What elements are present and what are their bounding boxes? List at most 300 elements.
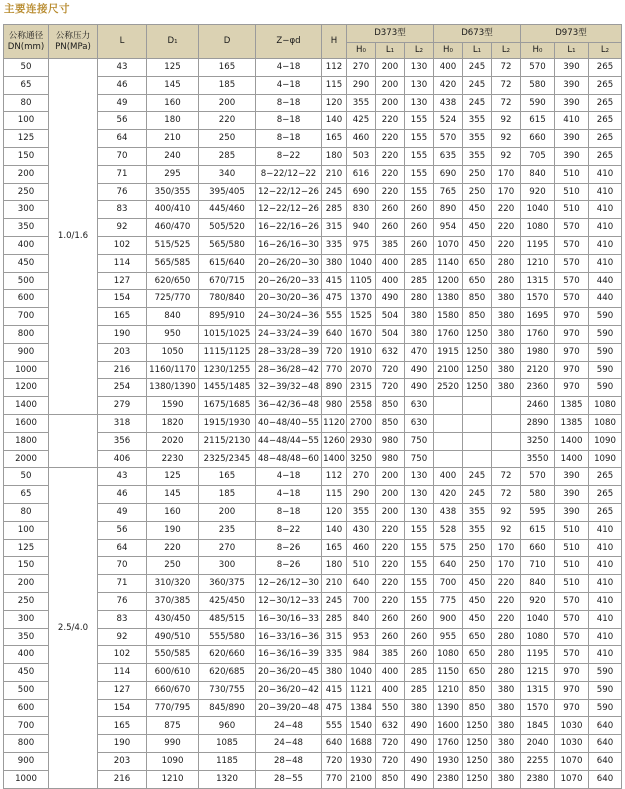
table-cell: 250 [463, 165, 492, 183]
table-cell: 380 [492, 308, 521, 326]
cell-dn: 800 [4, 735, 49, 753]
table-cell: 380 [322, 664, 347, 682]
table-cell: 250 [463, 539, 492, 557]
table-cell: 1040 [521, 201, 555, 219]
table-cell: 410 [555, 112, 589, 130]
table-cell: 380 [492, 753, 521, 771]
table-cell: 180 [147, 112, 199, 130]
cell-dn: 200 [4, 165, 49, 183]
header-d673-l2: L₂ [492, 43, 521, 59]
header-dn-cn: 公称通径 [8, 30, 44, 41]
table-cell: 840 [347, 610, 376, 628]
table-cell: 1320 [199, 770, 256, 788]
table-cell: 127 [98, 681, 147, 699]
table-cell: 2120 [521, 361, 555, 379]
table-cell: 355 [347, 503, 376, 521]
table-cell: 170 [492, 183, 521, 201]
table-cell: 1050 [147, 343, 199, 361]
table-cell [463, 450, 492, 468]
table-cell: 640 [347, 575, 376, 593]
cell-dn: 900 [4, 343, 49, 361]
cell-dn: 600 [4, 290, 49, 308]
table-cell: 120 [322, 94, 347, 112]
table-cell: 380 [405, 308, 434, 326]
table-cell: 980 [376, 450, 405, 468]
table-cell: 765 [434, 183, 463, 201]
table-cell [492, 450, 521, 468]
table-cell: 410 [589, 575, 622, 593]
table-cell: 650 [463, 254, 492, 272]
table-cell: 555/580 [199, 628, 256, 646]
table-cell: 2700 [347, 414, 376, 432]
table-cell: 170 [492, 557, 521, 575]
header-dn [4, 25, 49, 59]
table-cell: 220 [199, 112, 256, 130]
table-cell: 220 [492, 236, 521, 254]
table-cell: 112 [322, 468, 347, 486]
table-cell: 890 [322, 379, 347, 397]
table-cell: 190 [98, 325, 147, 343]
table-cell: 780/840 [199, 290, 256, 308]
cell-dn: 125 [4, 539, 49, 557]
table-cell: 1195 [521, 646, 555, 664]
table-cell: 1080 [521, 628, 555, 646]
table-cell: 2930 [347, 432, 376, 450]
table-cell: 970 [555, 308, 589, 326]
table-cell: 1400 [322, 450, 347, 468]
table-cell: 720 [376, 379, 405, 397]
table-cell: 12−30/12−33 [256, 592, 322, 610]
table-cell: 410 [589, 646, 622, 664]
table-cell: 510 [555, 575, 589, 593]
table-cell: 245 [463, 59, 492, 77]
table-cell: 12−22/12−26 [256, 201, 322, 219]
table-cell: 1250 [463, 735, 492, 753]
table-cell: 265 [589, 503, 622, 521]
table-cell: 92 [492, 503, 521, 521]
table-cell: 640 [434, 557, 463, 575]
table-cell: 390 [555, 486, 589, 504]
table-cell: 280 [405, 290, 434, 308]
header-d1: D₁ [147, 25, 199, 59]
table-cell: 570 [555, 236, 589, 254]
table-cell: 130 [405, 59, 434, 77]
table-cell: 845/890 [199, 699, 256, 717]
table-cell: 165 [98, 308, 147, 326]
table-cell: 260 [405, 628, 434, 646]
table-cell: 155 [405, 183, 434, 201]
table-cell: 528 [434, 521, 463, 539]
cell-dn: 50 [4, 59, 49, 77]
table-cell: 380 [492, 699, 521, 717]
table-cell: 1384 [347, 699, 376, 717]
table-cell: 670/715 [199, 272, 256, 290]
table-cell: 1845 [521, 717, 555, 735]
cell-dn: 450 [4, 664, 49, 682]
table-cell: 410 [589, 236, 622, 254]
table-cell: 2380 [521, 770, 555, 788]
cell-dn: 1000 [4, 361, 49, 379]
table-cell: 1980 [521, 343, 555, 361]
table-cell: 260 [405, 646, 434, 664]
table-cell: 260 [405, 610, 434, 628]
table-cell: 570 [555, 592, 589, 610]
table-cell: 615 [521, 521, 555, 539]
table-cell: 550/585 [147, 646, 199, 664]
table-cell: 280 [492, 272, 521, 290]
table-cell: 970 [555, 681, 589, 699]
table-cell: 410 [589, 539, 622, 557]
header-pn-cn: 公称压力 [55, 30, 91, 41]
table-cell: 390 [555, 468, 589, 486]
table-cell: 1380/1390 [147, 379, 199, 397]
table-cell: 630 [405, 397, 434, 415]
header-d973-h0: H₀ [521, 43, 555, 59]
table-cell: 505/520 [199, 219, 256, 237]
table-cell: 1120 [322, 414, 347, 432]
table-cell: 170 [492, 165, 521, 183]
table-cell: 1695 [521, 308, 555, 326]
table-cell: 1015/1025 [199, 325, 256, 343]
table-cell: 250 [463, 183, 492, 201]
table-cell: 355 [347, 94, 376, 112]
table-cell: 970 [555, 699, 589, 717]
cell-dn: 700 [4, 308, 49, 326]
table-cell: 510 [555, 521, 589, 539]
table-cell: 1600 [434, 717, 463, 735]
table-cell: 850 [376, 770, 405, 788]
table-cell: 360/375 [199, 575, 256, 593]
table-cell: 1315 [521, 681, 555, 699]
table-cell: 72 [492, 76, 521, 94]
table-cell: 970 [555, 379, 589, 397]
table-cell: 335 [322, 646, 347, 664]
table-cell: 570 [555, 646, 589, 664]
table-cell: 590 [521, 94, 555, 112]
table-cell: 640 [589, 735, 622, 753]
table-cell: 32−39/32−48 [256, 379, 322, 397]
table-cell: 165 [199, 468, 256, 486]
table-cell: 1910 [347, 343, 376, 361]
table-cell: 420 [434, 76, 463, 94]
cell-pn: 1.0/1.6 [49, 59, 98, 415]
table-cell: 1185 [199, 753, 256, 771]
table-cell: 265 [589, 468, 622, 486]
header-d973-l1: L₁ [555, 43, 589, 59]
table-cell: 265 [589, 486, 622, 504]
table-cell: 185 [199, 486, 256, 504]
table-cell: 250 [147, 557, 199, 575]
table-cell: 1040 [347, 664, 376, 682]
table-cell: 43 [98, 59, 147, 77]
table-cell: 890 [434, 201, 463, 219]
table-cell: 1930 [347, 753, 376, 771]
table-cell: 180 [322, 557, 347, 575]
table-cell: 970 [555, 361, 589, 379]
table-cell: 504 [376, 325, 405, 343]
cell-dn: 125 [4, 130, 49, 148]
table-cell: 1090 [147, 753, 199, 771]
table-cell [492, 432, 521, 450]
table-cell: 616 [347, 165, 376, 183]
table-cell: 460/470 [147, 219, 199, 237]
table-cell: 1370 [347, 290, 376, 308]
table-cell: 450 [463, 236, 492, 254]
table-cell: 44−48/44−55 [256, 432, 322, 450]
table-cell: 260 [405, 201, 434, 219]
table-cell: 410 [589, 628, 622, 646]
table-cell: 2460 [521, 397, 555, 415]
table-cell: 615/640 [199, 254, 256, 272]
table-cell: 260 [376, 610, 405, 628]
table-cell [463, 432, 492, 450]
table-cell: 490 [376, 290, 405, 308]
table-cell: 245 [463, 94, 492, 112]
table-cell: 385 [376, 236, 405, 254]
table-cell: 8−22/12−22 [256, 165, 322, 183]
table-cell: 600/610 [147, 664, 199, 682]
table-cell: 950 [147, 325, 199, 343]
table-cell: 4−18 [256, 59, 322, 77]
table-cell: 450 [463, 219, 492, 237]
table-cell: 438 [434, 94, 463, 112]
table-cell: 1580 [434, 308, 463, 326]
table-cell: 130 [405, 468, 434, 486]
table-cell: 390 [555, 94, 589, 112]
table-cell: 410 [589, 610, 622, 628]
table-cell: 840 [521, 165, 555, 183]
table-cell: 28−48 [256, 753, 322, 771]
table-cell: 355 [463, 112, 492, 130]
table-cell: 700 [434, 575, 463, 593]
table-cell: 72 [492, 59, 521, 77]
table-cell: 980 [322, 397, 347, 415]
table-cell: 953 [347, 628, 376, 646]
table-cell: 12−22/12−26 [256, 183, 322, 201]
table-cell: 265 [589, 94, 622, 112]
table-cell: 70 [98, 557, 147, 575]
table-cell: 850 [463, 681, 492, 699]
table-cell: 490 [405, 379, 434, 397]
table-cell: 590 [589, 325, 622, 343]
cell-dn: 1400 [4, 397, 49, 415]
table-cell: 400 [376, 664, 405, 682]
table-cell: 2360 [521, 379, 555, 397]
table-cell: 850 [376, 397, 405, 415]
cell-dn: 1800 [4, 432, 49, 450]
table-cell: 490/510 [147, 628, 199, 646]
table-cell: 48−48/48−60 [256, 450, 322, 468]
table-cell: 850 [463, 290, 492, 308]
table-cell: 390 [555, 76, 589, 94]
table-cell: 640 [589, 717, 622, 735]
table-cell: 590 [589, 361, 622, 379]
table-cell: 1930 [434, 753, 463, 771]
table-cell: 400 [376, 272, 405, 290]
table-cell: 380 [492, 361, 521, 379]
table-cell: 380 [492, 681, 521, 699]
table-cell: 640 [322, 735, 347, 753]
table-cell: 920 [521, 592, 555, 610]
table-cell: 1230/1255 [199, 361, 256, 379]
header-dn-en: DN(mm) [7, 41, 45, 52]
table-cell: 632 [376, 717, 405, 735]
table-cell: 1080 [589, 397, 622, 415]
table-cell: 4−18 [256, 76, 322, 94]
table-cell: 650 [463, 664, 492, 682]
table-cell: 490 [405, 361, 434, 379]
cell-dn: 100 [4, 112, 49, 130]
table-cell: 125 [147, 468, 199, 486]
table-cell [434, 450, 463, 468]
table-cell: 356 [98, 432, 147, 450]
table-cell: 270 [199, 539, 256, 557]
table-cell: 115 [322, 486, 347, 504]
table-cell: 700 [347, 592, 376, 610]
table-cell: 2100 [347, 770, 376, 788]
table-cell: 285 [405, 272, 434, 290]
table-cell: 265 [589, 76, 622, 94]
table-cell: 490 [405, 753, 434, 771]
table-cell: 220 [492, 575, 521, 593]
table-cell: 970 [555, 664, 589, 682]
table-cell: 750 [405, 432, 434, 450]
table-cell: 190 [147, 521, 199, 539]
table-cell: 590 [589, 664, 622, 682]
table-cell: 710 [521, 557, 555, 575]
table-cell: 200 [376, 486, 405, 504]
table-cell: 355 [463, 147, 492, 165]
header-pn-en: PN(MPa) [55, 41, 91, 52]
table-cell: 1105 [347, 272, 376, 290]
cell-dn: 65 [4, 486, 49, 504]
table-cell: 620/650 [147, 272, 199, 290]
dimension-table [3, 24, 622, 789]
header-d973-l2: L₂ [589, 43, 622, 59]
table-cell: 24−33/24−39 [256, 325, 322, 343]
table-cell: 220 [376, 539, 405, 557]
table-cell: 49 [98, 94, 147, 112]
table-cell: 72 [492, 486, 521, 504]
table-cell: 120 [322, 503, 347, 521]
table-cell: 295 [147, 165, 199, 183]
table-cell: 406 [98, 450, 147, 468]
table-cell [463, 414, 492, 432]
cell-dn: 400 [4, 646, 49, 664]
table-cell: 24−48 [256, 735, 322, 753]
table-cell: 200 [376, 94, 405, 112]
table-cell: 770/795 [147, 699, 199, 717]
table-cell: 154 [98, 699, 147, 717]
table-cell: 415 [322, 681, 347, 699]
table-cell: 470 [405, 343, 434, 361]
table-cell: 690 [434, 165, 463, 183]
table-cell: 260 [376, 201, 405, 219]
table-cell: 270 [347, 59, 376, 77]
table-cell: 570 [555, 254, 589, 272]
table-cell: 310/320 [147, 575, 199, 593]
table-cell: 102 [98, 646, 147, 664]
table-cell: 720 [376, 735, 405, 753]
table-cell: 510 [555, 557, 589, 575]
table-cell: 895/910 [199, 308, 256, 326]
cell-dn: 2000 [4, 450, 49, 468]
cell-dn: 80 [4, 503, 49, 521]
table-cell: 115 [322, 76, 347, 94]
table-cell: 475 [322, 290, 347, 308]
table-cell: 190 [98, 735, 147, 753]
table-cell: 1090 [589, 450, 622, 468]
table-cell: 92 [98, 219, 147, 237]
cell-dn: 400 [4, 236, 49, 254]
table-cell: 1400 [555, 432, 589, 450]
table-cell: 1688 [347, 735, 376, 753]
table-cell: 70 [98, 147, 147, 165]
table-cell: 355 [463, 503, 492, 521]
table-cell: 650 [463, 628, 492, 646]
table-row [4, 59, 622, 77]
table-cell: 570 [555, 290, 589, 308]
table-body [4, 59, 622, 789]
table-cell: 1590 [147, 397, 199, 415]
table-cell: 114 [98, 664, 147, 682]
table-cell: 318 [98, 414, 147, 432]
header-d673-h0: H₀ [434, 43, 463, 59]
table-cell: 1090 [589, 432, 622, 450]
table-cell: 550 [376, 699, 405, 717]
table-cell: 216 [98, 770, 147, 788]
table-cell: 900 [434, 610, 463, 628]
table-cell: 112 [322, 59, 347, 77]
table-cell: 220 [376, 592, 405, 610]
table-cell: 260 [376, 219, 405, 237]
table-cell: 40−48/40−55 [256, 414, 322, 432]
table-cell: 254 [98, 379, 147, 397]
table-cell: 570 [555, 272, 589, 290]
table-cell: 390 [555, 503, 589, 521]
table-cell: 1570 [521, 699, 555, 717]
table-cell: 16−36/16−39 [256, 646, 322, 664]
header-h: H [322, 25, 347, 59]
table-cell: 2325/2345 [199, 450, 256, 468]
table-cell: 285 [322, 610, 347, 628]
table-cell: 380 [322, 254, 347, 272]
table-cell: 970 [555, 325, 589, 343]
table-cell: 125 [147, 59, 199, 77]
table-cell: 140 [322, 112, 347, 130]
table-cell: 210 [147, 130, 199, 148]
table-cell: 1260 [322, 432, 347, 450]
table-cell: 220 [376, 521, 405, 539]
table-cell: 503 [347, 147, 376, 165]
page-title: 主要连接尺寸 [4, 3, 70, 15]
table-cell: 220 [376, 557, 405, 575]
table-cell: 260 [405, 219, 434, 237]
table-cell: 570 [555, 219, 589, 237]
table-cell: 3550 [521, 450, 555, 468]
table-cell: 920 [521, 183, 555, 201]
header-d373-l2: L₂ [405, 43, 434, 59]
table-cell: 185 [199, 76, 256, 94]
table-cell: 2890 [521, 414, 555, 432]
table-cell: 64 [98, 539, 147, 557]
table-cell: 2520 [434, 379, 463, 397]
table-cell: 660/670 [147, 681, 199, 699]
table-cell: 216 [98, 361, 147, 379]
table-cell: 1070 [555, 770, 589, 788]
table-cell: 265 [589, 130, 622, 148]
table-cell: 220 [376, 112, 405, 130]
